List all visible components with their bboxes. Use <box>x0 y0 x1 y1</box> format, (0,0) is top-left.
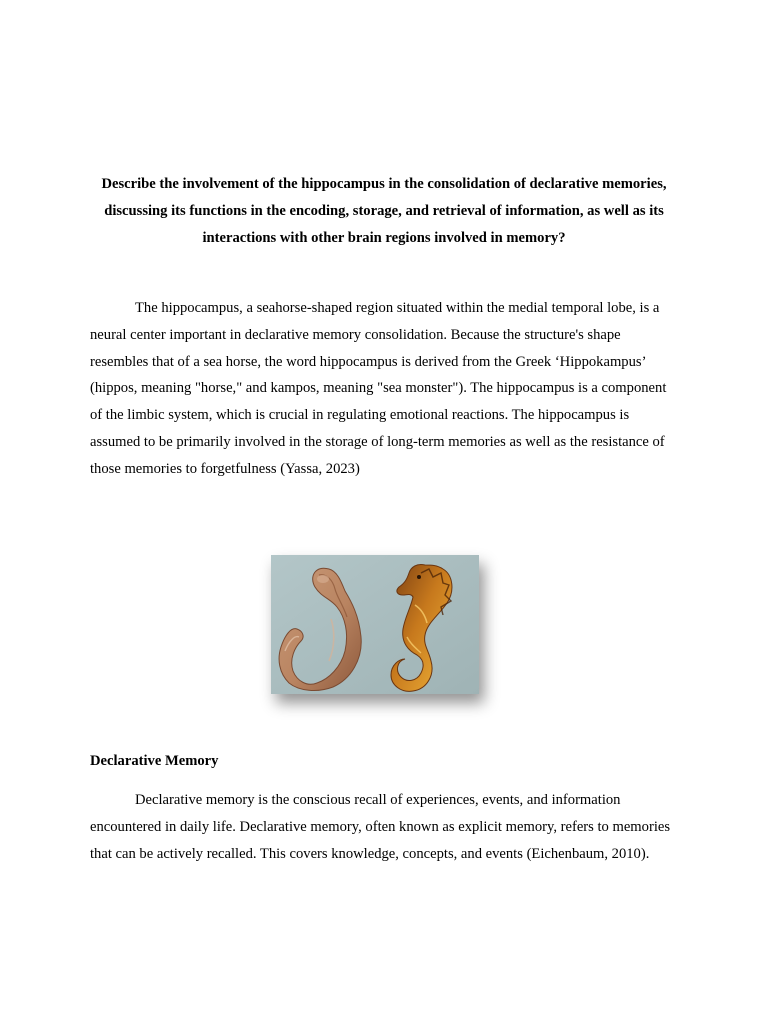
section-heading: Declarative Memory <box>90 753 219 769</box>
hippocampus-seahorse-figure <box>271 555 479 694</box>
document-title: Describe the involvement of the hippocampus in the consolidation of declarative memories, discussing its functions in the encoding, storage, and retrieval of information, as well as its interactions with other brain regions involved in memory? <box>101 176 667 246</box>
figure-image <box>271 555 479 694</box>
intro-paragraph: The hippocampus, a seahorse-shaped region situated within the medial temporal lobe, is a neural center important in declarative memory consolidation. Because the structure's shape resembles that of a sea horse, the word hippocampus is derived from the Greek ‘Hippokampus’ (hippos, meaning "horse," and kampos, meaning "sea monster"). The hippocampus is a component of the limbic system, which is crucial in regulating emotional reactions. The hippocampus is assumed to be primarily involved in the storage of long-term memories as well as the resistance of those memories to forgetfulness (Yassa, 2023) <box>90 300 667 477</box>
section-paragraph: Declarative memory is the conscious recall of experiences, events, and information encountered in daily life. Declarative memory, often known as explicit memory, refers to memories that can be actively recalled. This covers knowledge, concepts, and events (Eichenbaum, 2010). <box>90 792 671 862</box>
